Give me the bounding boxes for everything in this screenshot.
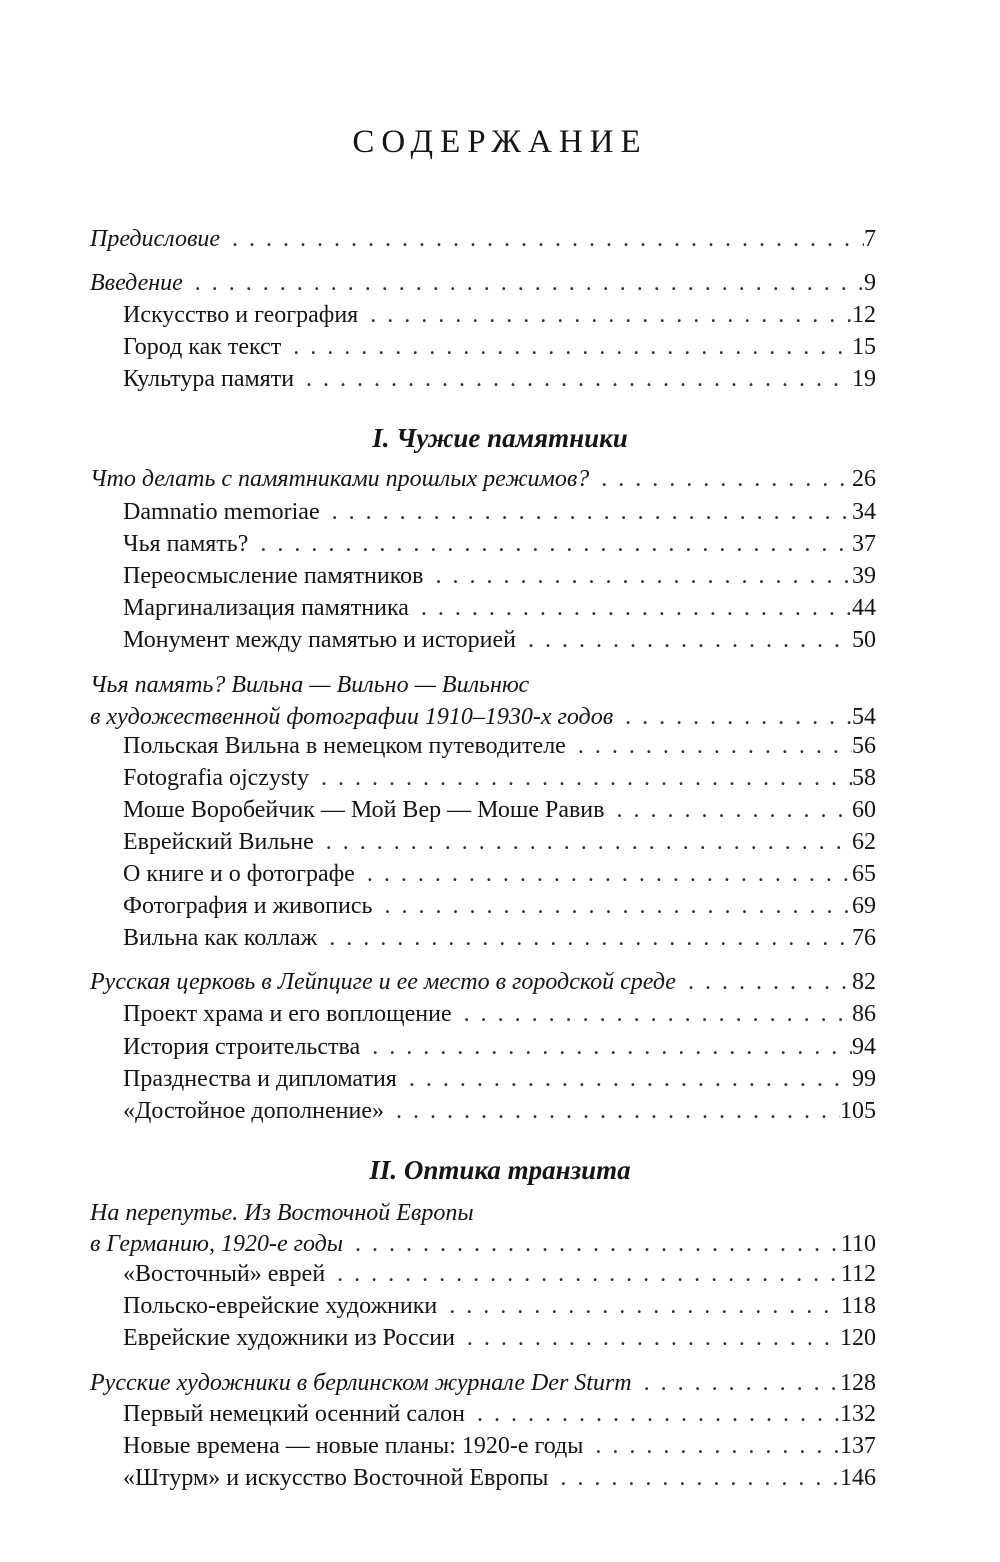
toc-entry-title: Новые времена — новые планы: 1920-е годы bbox=[123, 1433, 584, 1459]
toc-entry-page: 146 bbox=[840, 1465, 876, 1491]
toc-entry-chapter bbox=[90, 222, 876, 256]
dot-leader bbox=[343, 1227, 841, 1261]
toc-entry-subsection bbox=[123, 825, 876, 859]
dot-leader bbox=[589, 462, 852, 496]
toc-entry-title: Моше Воробейчик — Мой Вер — Моше Равив bbox=[123, 797, 605, 823]
toc-entry-title: Первый немецкий осенний салон bbox=[123, 1401, 466, 1427]
dot-leader bbox=[372, 889, 852, 923]
toc-entry-subsection bbox=[123, 1397, 876, 1431]
toc-entry-title: Монумент между памятью и историей bbox=[123, 627, 517, 653]
toc-entry-subsection bbox=[123, 559, 876, 593]
toc-entry-page: 76 bbox=[852, 925, 876, 951]
dot-leader bbox=[314, 825, 852, 859]
dot-leader bbox=[604, 793, 852, 827]
page-title: СОДЕРЖАНИЕ bbox=[352, 124, 648, 160]
toc-entry-title: Предисловие bbox=[90, 226, 221, 252]
toc-entry-page: 128 bbox=[840, 1370, 876, 1396]
dot-leader bbox=[548, 1461, 840, 1495]
toc-entry-chapter bbox=[90, 1366, 876, 1400]
toc-entry-page: 86 bbox=[852, 1001, 876, 1027]
toc-entry-title: Что делать с памятниками прошлых режимов? bbox=[90, 466, 590, 492]
toc-entry-subsection bbox=[123, 298, 876, 332]
toc-entry-page: 105 bbox=[840, 1098, 876, 1124]
toc-entry-title: Проект храма и его воплощение bbox=[123, 1001, 452, 1027]
dot-leader bbox=[632, 1366, 840, 1400]
dot-leader bbox=[320, 495, 852, 529]
toc-entry-page: 39 bbox=[852, 563, 876, 589]
toc-entry-page: 99 bbox=[852, 1066, 876, 1092]
toc-entry-page: 118 bbox=[840, 1293, 876, 1319]
toc-entry-chapter bbox=[90, 1227, 876, 1261]
dot-leader bbox=[409, 591, 852, 625]
dot-leader bbox=[281, 330, 852, 364]
toc-entry-subsection bbox=[123, 362, 876, 396]
toc-entry-title: Культура памяти bbox=[123, 366, 295, 392]
section-heading: I. Чужие памятники bbox=[372, 423, 628, 453]
toc-entry-title: Русские художники в берлинском журнале Der Sturm bbox=[90, 1370, 632, 1396]
dot-leader bbox=[384, 1094, 840, 1128]
toc-entry-title: в Германию, 1920-е годы bbox=[90, 1231, 344, 1257]
toc-entry-subsection bbox=[123, 1461, 876, 1495]
toc-entry-title: Еврейский Вильне bbox=[123, 829, 314, 855]
dot-leader bbox=[360, 1030, 852, 1064]
dot-leader bbox=[676, 965, 852, 999]
toc-entry-page: 58 bbox=[852, 765, 876, 791]
dot-leader bbox=[183, 266, 864, 300]
dot-leader bbox=[437, 1289, 841, 1323]
toc-entry-title: Еврейские художники из России bbox=[123, 1325, 455, 1351]
toc-entry-page: 132 bbox=[840, 1401, 876, 1427]
toc-entry-subsection bbox=[123, 761, 876, 795]
section-heading: II. Оптика транзита bbox=[369, 1155, 631, 1185]
toc-entry-page: 94 bbox=[852, 1034, 876, 1060]
toc-entry-title: Фотография и живопись bbox=[123, 893, 373, 919]
dot-leader bbox=[355, 857, 852, 891]
dot-leader bbox=[325, 1257, 841, 1291]
toc-entry-subsection bbox=[123, 330, 876, 364]
toc-entry-title: Город как текст bbox=[123, 334, 282, 360]
toc-entry-page: 37 bbox=[852, 531, 876, 557]
toc-entry-page: 7 bbox=[864, 226, 876, 252]
toc-entry-subsection bbox=[123, 889, 876, 923]
toc-entry-subsection bbox=[123, 997, 876, 1031]
toc-entry-title: «Достойное дополнение» bbox=[123, 1098, 384, 1124]
toc-entry-subsection bbox=[123, 1257, 876, 1291]
toc-entry-page: 9 bbox=[864, 270, 876, 296]
toc-entry-title-line1: Чья память? Вильна — Вильно — Вильнюс bbox=[90, 672, 530, 698]
toc-entry-subsection bbox=[123, 729, 876, 763]
toc-entry-page: 120 bbox=[840, 1325, 876, 1351]
toc-entry-subsection bbox=[123, 1321, 876, 1355]
dot-leader bbox=[583, 1429, 840, 1463]
toc-entry-page: 65 bbox=[852, 861, 876, 887]
toc-entry-chapter bbox=[90, 965, 876, 999]
dot-leader bbox=[516, 623, 852, 657]
toc-entry-title: Damnatio memoriae bbox=[123, 499, 320, 525]
toc-entry-page: 15 bbox=[852, 334, 876, 360]
toc-entry-page: 82 bbox=[852, 969, 876, 995]
toc-entry-page: 112 bbox=[840, 1261, 876, 1287]
toc-entry-page: 56 bbox=[852, 733, 876, 759]
dot-leader bbox=[455, 1321, 840, 1355]
toc-entry-title-line1: На перепутье. Из Восточной Европы bbox=[90, 1200, 474, 1226]
toc-entry-title: Чья память? bbox=[123, 531, 249, 557]
toc-entry-page: 54 bbox=[852, 704, 876, 730]
toc-entry-subsection bbox=[123, 1289, 876, 1323]
toc-entry-page: 44 bbox=[852, 595, 876, 621]
toc-entry-title: Введение bbox=[90, 270, 183, 296]
toc-entry-title: Переосмысление памятников bbox=[123, 563, 424, 589]
dot-leader bbox=[220, 222, 864, 256]
dot-leader bbox=[309, 761, 852, 795]
toc-entry-title: Польская Вильна в немецком путеводителе bbox=[123, 733, 566, 759]
toc-entry-title: О книге и о фотографе bbox=[123, 861, 355, 887]
toc-entry-title: Маргинализация памятника bbox=[123, 595, 409, 621]
toc-entry-page: 137 bbox=[840, 1433, 876, 1459]
toc-entry-title: История строительства bbox=[123, 1034, 361, 1060]
dot-leader bbox=[452, 997, 852, 1031]
toc-entry-page: 60 bbox=[852, 797, 876, 823]
toc-entry-title: Искусство и география bbox=[123, 302, 359, 328]
toc-entry-subsection bbox=[123, 793, 876, 827]
toc-entry-subsection bbox=[123, 1062, 876, 1096]
dot-leader bbox=[566, 729, 852, 763]
toc-entry-page: 50 bbox=[852, 627, 876, 653]
dot-leader bbox=[424, 559, 853, 593]
toc-entry-subsection bbox=[123, 623, 876, 657]
toc-entry-title: Fotografia ojczysty bbox=[123, 765, 309, 791]
toc-entry-page: 69 bbox=[852, 893, 876, 919]
toc-entry-subsection bbox=[123, 921, 876, 955]
toc-entry-subsection bbox=[123, 495, 876, 529]
toc-entry-subsection bbox=[123, 857, 876, 891]
toc-entry-subsection bbox=[123, 1030, 876, 1064]
toc-entry-chapter bbox=[90, 266, 876, 300]
toc-entry-chapter bbox=[90, 462, 876, 496]
toc-entry-page: 34 bbox=[852, 499, 876, 525]
toc-entry-subsection bbox=[123, 1429, 876, 1463]
dot-leader bbox=[358, 298, 852, 332]
toc-entry-title: Празднества и дипломатия bbox=[123, 1066, 397, 1092]
dot-leader bbox=[465, 1397, 840, 1431]
toc-entry-title: Польско-еврейские художники bbox=[123, 1293, 438, 1319]
toc-entry-title: в художественной фотографии 1910–1930-х годов bbox=[90, 704, 614, 730]
toc-entry-subsection bbox=[123, 1094, 876, 1128]
toc-entry-page: 19 bbox=[852, 366, 876, 392]
toc-entry-page: 110 bbox=[840, 1231, 876, 1257]
toc-entry-page: 12 bbox=[852, 302, 876, 328]
toc-entry-title: Вильна как коллаж bbox=[123, 925, 318, 951]
toc-entry-title: Русская церковь в Лейпциге и ее место в городской среде bbox=[90, 969, 676, 995]
dot-leader bbox=[397, 1062, 852, 1096]
dot-leader bbox=[294, 362, 852, 396]
dot-leader bbox=[317, 921, 852, 955]
toc-entry-page: 26 bbox=[852, 466, 876, 492]
dot-leader bbox=[248, 527, 852, 561]
toc-entry-subsection bbox=[123, 527, 876, 561]
toc-entry-page: 62 bbox=[852, 829, 876, 855]
toc-entry-title: «Штурм» и искусство Восточной Европы bbox=[123, 1465, 549, 1491]
toc-entry-title: «Восточный» еврей bbox=[123, 1261, 326, 1287]
toc-entry-subsection bbox=[123, 591, 876, 625]
